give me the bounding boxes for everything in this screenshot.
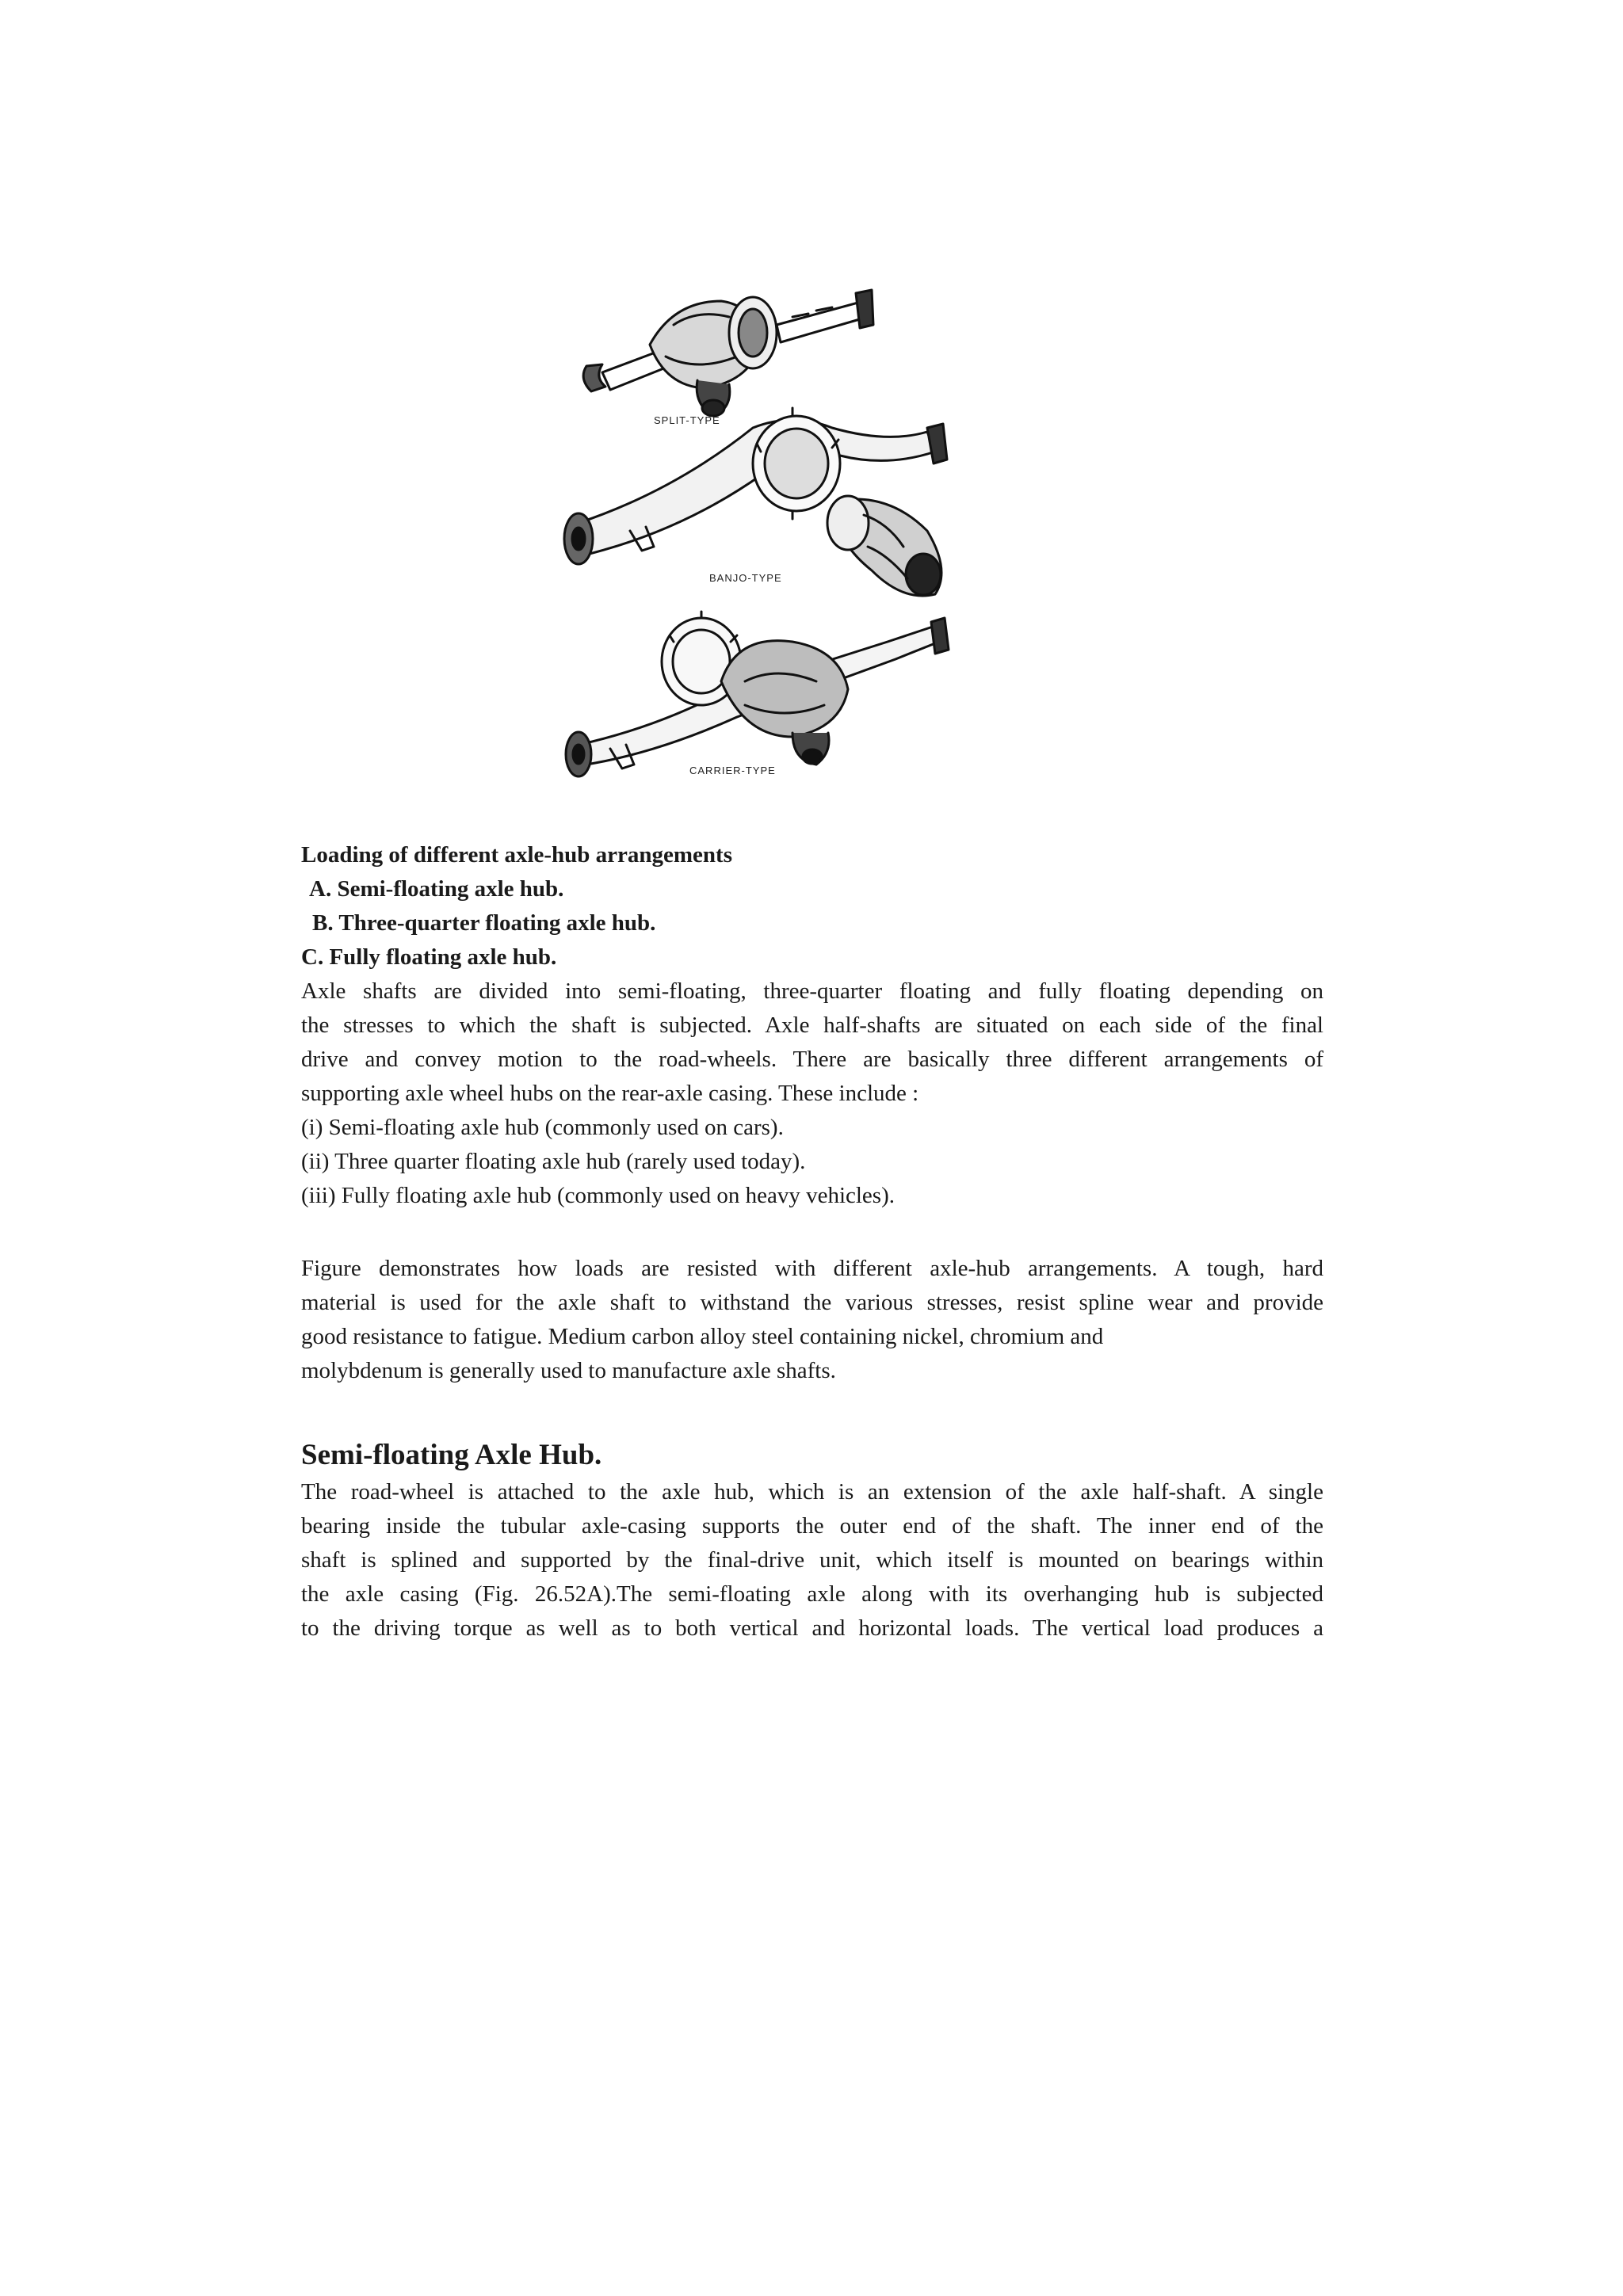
axle-casing-figure: [555, 269, 999, 792]
paragraph-line: Axle shafts are divided into semi-floating, three-quarter floating and fully floating depending on: [301, 978, 1323, 1004]
paragraph-line: The road-wheel is attached to the axle hub, which is an extension of the axle half-shaft. A single: [301, 1479, 1323, 1505]
figure-description-paragraph: [301, 1252, 1323, 1388]
list-item: (iii) Fully floating axle hub (commonly used on heavy vehicles).: [301, 1183, 896, 1208]
loading-section: [301, 838, 1323, 1213]
section-heading: Semi-floating Axle Hub.: [301, 1439, 602, 1471]
paragraph-line: drive and convey motion to the road-wheels. There are basically three different arrangements of: [301, 1047, 1323, 1072]
axle-casing-illustration: [555, 269, 999, 792]
banjo-type-casing-drawing: [564, 408, 947, 596]
paragraph-line: the axle casing (Fig. 26.52A).The semi-floating axle along with its overhanging hub is subjected: [301, 1581, 1323, 1607]
loading-section-title: Loading of different axle-hub arrangements: [301, 842, 733, 868]
split-type-casing-drawing: [583, 290, 873, 416]
paragraph-line: to the driving torque as well as to both vertical and horizontal loads. The vertical load produces a: [301, 1615, 1323, 1641]
banjo-type-label: BANJO-TYPE: [709, 572, 782, 584]
semi-floating-section: [301, 1436, 1323, 1646]
paragraph-line: supporting axle wheel hubs on the rear-axle casing. These include :: [301, 1081, 919, 1106]
paragraph-line: good resistance to fatigue. Medium carbon alloy steel containing nickel, chromium and: [301, 1324, 1104, 1349]
loading-item-c: C. Fully floating axle hub.: [301, 944, 557, 970]
carrier-type-label: CARRIER-TYPE: [689, 765, 776, 776]
list-item: (i) Semi-floating axle hub (commonly used on cars).: [301, 1115, 784, 1140]
paragraph-line: shaft is splined and supported by the final-drive unit, which itself is mounted on bearings within: [301, 1547, 1323, 1573]
loading-item-a: A. Semi-floating axle hub.: [309, 876, 564, 902]
paragraph-line: the stresses to which the shaft is subjected. Axle half-shafts are situated on each side of the final: [301, 1013, 1323, 1038]
paragraph-line: Figure demonstrates how loads are resisted with different axle-hub arrangements. A tough, hard: [301, 1256, 1323, 1281]
carrier-type-casing-drawing: [566, 612, 949, 776]
paragraph-line: bearing inside the tubular axle-casing supports the outer end of the shaft. The inner end of the: [301, 1513, 1323, 1539]
loading-item-b: B. Three-quarter floating axle hub.: [312, 910, 656, 936]
split-type-label: SPLIT-TYPE: [654, 414, 720, 426]
paragraph-line: material is used for the axle shaft to withstand the various stresses, resist spline wear and provide: [301, 1290, 1323, 1315]
paragraph-line: molybdenum is generally used to manufacture axle shafts.: [301, 1358, 836, 1383]
list-item: (ii) Three quarter floating axle hub (rarely used today).: [301, 1149, 806, 1174]
